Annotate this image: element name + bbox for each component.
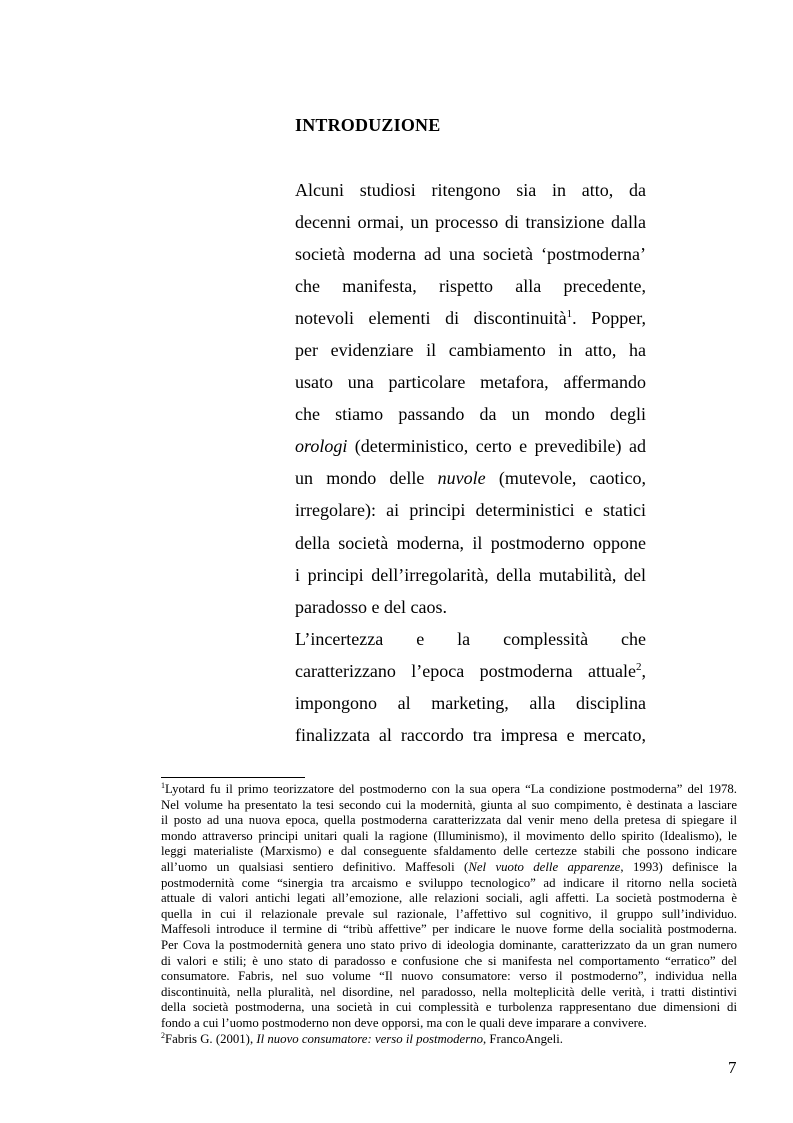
footnote-separator [161, 777, 305, 778]
footnote-line: Nel volume ha presentato la tesi secondo cui la modernità, giunta al suo compimento, è destinata a lasciare [161, 797, 737, 812]
body-text-run: (deterministico, certo e prevedibile) ad [347, 436, 646, 457]
footnote-line: Per Cova la postmodernità genera uno stato privo di ideologia dominante, caratterizzato da un gran numero [161, 937, 737, 952]
footnote-line [161, 860, 737, 876]
body-text-run: . Popper, [572, 308, 646, 329]
footnote-text: , 1993) definisce la [620, 859, 737, 874]
footnote-text: Fabris G. (2001), [165, 1031, 257, 1046]
footnote-marker-2: 2 [161, 1030, 165, 1040]
body-paragraphs [295, 174, 646, 751]
footnote-line [161, 782, 737, 798]
body-line: usato una particolare metafora, affermando [295, 372, 646, 393]
body-text-run: un mondo delle [295, 468, 438, 489]
footnote-line: Maffesoli introduce il termine di “tribù affettive” per indicare le nuove forme della socialità postmoderna. [161, 922, 737, 937]
footnote-ref-2: 2 [636, 660, 642, 673]
footnote-ref-1: 1 [566, 308, 573, 321]
footnote-text-italic: Nel vuoto delle apparenze [468, 859, 621, 874]
footnote-text: Lyotard fu il primo teorizzatore del postmoderno con la sua opera “La condizione postmoderna” del 1978. [165, 782, 737, 796]
page-number: 7 [728, 1058, 737, 1077]
body-text-italic: orologi [295, 436, 348, 457]
body-text-run: , [641, 660, 646, 681]
footnotes [161, 782, 737, 1047]
footnote-line: di valori e stili; è uno stato di paradosso e confusione che si manifesta nel comportamento “erratico” del [161, 953, 737, 968]
footnote-line [161, 1032, 737, 1048]
footnote-line: mondo attraverso principi unitari quali la ragione (Illuminismo), il movimento dello spirito (Idealismo), le [161, 828, 737, 843]
footnote-line: attuale di valori antichi legati all’emozione, alle relazioni sociali, agli affetti. La società postmoderna è [161, 891, 737, 906]
body-line: finalizzata al raccordo tra impresa e mercato, [295, 724, 646, 745]
body-text-run: notevoli elementi di discontinuità [295, 308, 567, 329]
body-line: che stiamo passando da un mondo degli [295, 404, 646, 425]
footnote-line: il posto ad una nuova epoca, quella postmoderna caratterizzata dal venir meno della pretesa di spiegare il [161, 813, 737, 828]
footnote-line: consumatore. Fabris, nel suo volume “Il nuovo consumatore: verso il postmoderno”, individua nella [161, 969, 737, 984]
body-line: L’incertezza e la complessità che [295, 628, 646, 649]
section-heading: INTRODUZIONE [295, 115, 441, 135]
body-line: i principi dell’irregolarità, della mutabilità, del [295, 564, 646, 585]
body-line [295, 430, 646, 462]
body-text-run: caratterizzano l’epoca postmoderna attuale [295, 660, 636, 681]
footnote-line: postmodernità come “sinergia tra arcaismo e sviluppo tecnologico” ad indicare il ritorno nella società [161, 875, 737, 890]
body-line: che manifesta, rispetto alla precedente, [295, 276, 646, 297]
body-line: della società moderna, il postmoderno oppone [295, 532, 646, 553]
body-text-run: (mutevole, caotico, [485, 468, 647, 489]
footnote-line: leggi materialiste (Marxismo) e dal conseguente sfaldamento delle certezze stabili che possono indicare [161, 844, 737, 859]
footnote-text: all’uomo un qualsiasi sentiero definitivo. Maffesoli ( [161, 859, 469, 874]
body-line [295, 655, 646, 687]
footnote-line: discontinuità, nella pluralità, nel disordine, nel paradosso, nella molteplicità delle verità, i tratti distintivi [161, 984, 737, 999]
body-line: Alcuni studiosi ritengono sia in atto, da [295, 180, 646, 200]
body-line: per evidenziare il cambiamento in atto, ha [295, 340, 646, 361]
footnote-line: quella in cui il relazionale prevale sul razionale, l’affettivo sul cognitivo, il gruppo sull’individuo. [161, 906, 737, 921]
body-line: decenni ormai, un processo di transizione dalla [295, 212, 646, 233]
body-line: irregolare): ai principi deterministici e statici [295, 500, 646, 521]
body-text-italic: nuvole [437, 468, 486, 489]
footnote-line: della società postmoderna, una società in cui complessità e turbolenza rappresentano due dimensioni di [161, 1000, 737, 1015]
footnote-text: , FrancoAngeli. [483, 1031, 563, 1046]
footnote-line: fondo a cui l’uomo postmoderno non deve opporsi, ma con le quali deve imparare a convivere. [161, 1015, 647, 1030]
body-line: impongono al marketing, alla disciplina [295, 692, 646, 713]
body-line [295, 302, 646, 334]
body-line [295, 462, 646, 494]
body-line: paradosso e del caos. [295, 596, 447, 617]
footnote-marker-1: 1 [161, 781, 165, 790]
body-line: società moderna ad una società ‘postmoderna’ [295, 244, 646, 265]
footnote-text-italic: Il nuovo consumatore: verso il postmoderno [256, 1031, 483, 1046]
